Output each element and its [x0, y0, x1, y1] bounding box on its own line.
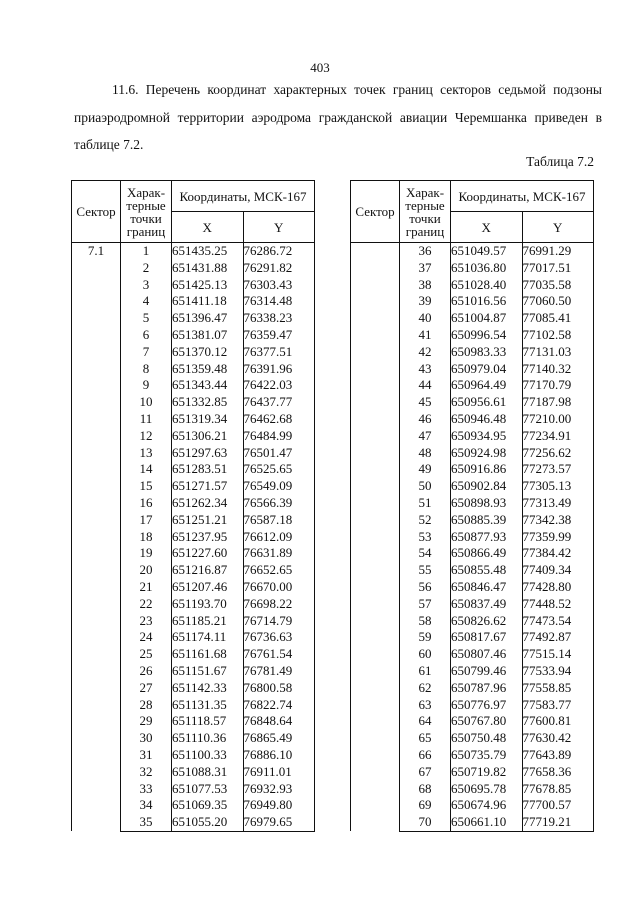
y-coordinate-cell: 76437.77 [243, 394, 315, 411]
y-coordinate-cell: 76848.64 [243, 713, 315, 730]
point-number-cell: 61 [400, 663, 451, 680]
point-number-cell: 30 [121, 730, 172, 747]
point-number-cell: 7 [121, 344, 172, 361]
x-coordinate-cell: 650826.62 [451, 613, 523, 630]
sector-header: Сектор [351, 181, 400, 243]
x-coordinate-cell: 650735.79 [451, 747, 523, 764]
point-number-cell: 44 [400, 377, 451, 394]
y-coordinate-cell: 77583.77 [522, 697, 594, 714]
point-number-cell: 8 [121, 361, 172, 378]
point-number-cell: 43 [400, 361, 451, 378]
table-caption: Таблица 7.2 [526, 154, 594, 169]
x-coordinate-cell: 651237.95 [172, 529, 244, 546]
y-coordinate-cell: 77131.03 [522, 344, 594, 361]
point-number-cell: 3 [121, 277, 172, 294]
y-coordinate-cell: 76501.47 [243, 445, 315, 462]
point-number-cell: 64 [400, 713, 451, 730]
point-number-cell: 13 [121, 445, 172, 462]
x-header: X [172, 212, 244, 243]
x-coordinate-cell: 651396.47 [172, 310, 244, 327]
x-coordinate-cell: 650902.84 [451, 478, 523, 495]
point-number-cell: 24 [121, 629, 172, 646]
point-number-cell: 40 [400, 310, 451, 327]
x-coordinate-cell: 651036.80 [451, 260, 523, 277]
y-coordinate-cell: 77102.58 [522, 327, 594, 344]
x-coordinate-cell: 651151.67 [172, 663, 244, 680]
x-coordinate-cell: 651435.25 [172, 243, 244, 260]
point-number-cell: 20 [121, 562, 172, 579]
point-number-cell: 12 [121, 428, 172, 445]
y-coordinate-cell: 76525.65 [243, 461, 315, 478]
x-coordinate-cell: 651142.33 [172, 680, 244, 697]
y-coordinate-cell: 77017.51 [522, 260, 594, 277]
x-coordinate-cell: 651370.12 [172, 344, 244, 361]
x-coordinate-cell: 651359.48 [172, 361, 244, 378]
point-number-cell: 50 [400, 478, 451, 495]
point-number-cell: 4 [121, 293, 172, 310]
y-coordinate-cell: 76612.09 [243, 529, 315, 546]
x-coordinate-cell: 650996.54 [451, 327, 523, 344]
y-coordinate-cell: 77719.21 [522, 814, 594, 831]
x-coordinate-cell: 651283.51 [172, 461, 244, 478]
table-row [72, 243, 315, 260]
y-coordinate-cell: 76484.99 [243, 428, 315, 445]
x-coordinate-cell: 650924.98 [451, 445, 523, 462]
coordinates-table-right [350, 180, 594, 832]
point-number-cell: 17 [121, 512, 172, 529]
y-coordinate-cell: 76911.01 [243, 764, 315, 781]
y-coordinate-cell: 76781.49 [243, 663, 315, 680]
point-number-cell: 36 [400, 243, 451, 260]
x-coordinate-cell: 651077.53 [172, 781, 244, 798]
point-number-cell: 35 [121, 814, 172, 831]
x-coordinate-cell: 651343.44 [172, 377, 244, 394]
x-coordinate-cell: 651161.68 [172, 646, 244, 663]
point-number-cell: 23 [121, 613, 172, 630]
y-coordinate-cell: 77256.62 [522, 445, 594, 462]
point-number-cell: 68 [400, 781, 451, 798]
y-coordinate-cell: 76359.47 [243, 327, 315, 344]
x-coordinate-cell: 650817.67 [451, 629, 523, 646]
x-coordinate-cell: 650934.95 [451, 428, 523, 445]
x-coordinate-cell: 651100.33 [172, 747, 244, 764]
y-coordinate-cell: 77384.42 [522, 545, 594, 562]
y-coordinate-cell: 76422.03 [243, 377, 315, 394]
coords-header: Координаты, МСК-167 [451, 181, 594, 212]
point-number-cell: 10 [121, 394, 172, 411]
y-coordinate-cell: 76391.96 [243, 361, 315, 378]
point-number-cell: 26 [121, 663, 172, 680]
point-number-cell: 51 [400, 495, 451, 512]
point-number-cell: 62 [400, 680, 451, 697]
point-number-cell: 53 [400, 529, 451, 546]
y-coordinate-cell: 77305.13 [522, 478, 594, 495]
point-number-cell: 16 [121, 495, 172, 512]
y-coordinate-cell: 76462.68 [243, 411, 315, 428]
y-coordinate-cell: 77448.52 [522, 596, 594, 613]
x-coordinate-cell: 651118.57 [172, 713, 244, 730]
point-number-cell: 63 [400, 697, 451, 714]
x-coordinate-cell: 651306.21 [172, 428, 244, 445]
page-number: 403 [310, 60, 330, 75]
point-number-cell: 14 [121, 461, 172, 478]
point-number-cell: 46 [400, 411, 451, 428]
point-number-cell: 58 [400, 613, 451, 630]
x-coordinate-cell: 650837.49 [451, 596, 523, 613]
y-coordinate-cell: 76291.82 [243, 260, 315, 277]
point-number-cell: 11 [121, 411, 172, 428]
point-number-cell: 65 [400, 730, 451, 747]
point-number-cell: 38 [400, 277, 451, 294]
y-coordinate-cell: 76932.93 [243, 781, 315, 798]
point-number-cell: 33 [121, 781, 172, 798]
y-header: Y [522, 212, 594, 243]
x-coordinate-cell: 651004.87 [451, 310, 523, 327]
point-number-cell: 34 [121, 797, 172, 814]
x-coordinate-cell: 650898.93 [451, 495, 523, 512]
x-coordinate-cell: 651319.34 [172, 411, 244, 428]
y-coordinate-cell: 76991.29 [522, 243, 594, 260]
y-coordinate-cell: 76566.39 [243, 495, 315, 512]
point-number-cell: 54 [400, 545, 451, 562]
x-coordinate-cell: 651332.85 [172, 394, 244, 411]
x-coordinate-cell: 651055.20 [172, 814, 244, 831]
y-coordinate-cell: 77409.34 [522, 562, 594, 579]
point-number-cell: 22 [121, 596, 172, 613]
x-coordinate-cell: 651251.21 [172, 512, 244, 529]
x-coordinate-cell: 651271.57 [172, 478, 244, 495]
point-number-cell: 56 [400, 579, 451, 596]
point-number-cell: 15 [121, 478, 172, 495]
y-coordinate-cell: 77060.50 [522, 293, 594, 310]
y-coordinate-cell: 77630.42 [522, 730, 594, 747]
y-coordinate-cell: 76949.80 [243, 797, 315, 814]
y-coordinate-cell: 77359.99 [522, 529, 594, 546]
x-coordinate-cell: 650877.93 [451, 529, 523, 546]
x-coordinate-cell: 650674.96 [451, 797, 523, 814]
y-coordinate-cell: 77473.54 [522, 613, 594, 630]
x-coordinate-cell: 651016.56 [451, 293, 523, 310]
y-coordinate-cell: 77492.87 [522, 629, 594, 646]
y-coordinate-cell: 76714.79 [243, 613, 315, 630]
point-number-cell: 59 [400, 629, 451, 646]
y-coordinate-cell: 77533.94 [522, 663, 594, 680]
x-coordinate-cell: 651088.31 [172, 764, 244, 781]
x-coordinate-cell: 650855.48 [451, 562, 523, 579]
table-row [351, 243, 594, 260]
y-coordinate-cell: 76822.74 [243, 697, 315, 714]
x-coordinate-cell: 650983.33 [451, 344, 523, 361]
y-coordinate-cell: 76670.00 [243, 579, 315, 596]
y-coordinate-cell: 77187.98 [522, 394, 594, 411]
point-number-cell: 45 [400, 394, 451, 411]
intro-paragraph: 11.6. Перечень координат характерных точек границ секторов седьмой подзоны приаэродромной территории аэродрома гражданской авиации Черемшанка приведен в таблице 7.2. [74, 82, 602, 152]
point-header: Харак-терные точки границ [400, 181, 451, 243]
x-coordinate-cell: 651216.87 [172, 562, 244, 579]
point-number-cell: 69 [400, 797, 451, 814]
x-coordinate-cell: 650964.49 [451, 377, 523, 394]
y-coordinate-cell: 77515.14 [522, 646, 594, 663]
x-coordinate-cell: 651425.13 [172, 277, 244, 294]
x-coordinate-cell: 650846.47 [451, 579, 523, 596]
point-number-cell: 60 [400, 646, 451, 663]
point-number-cell: 39 [400, 293, 451, 310]
x-coordinate-cell: 650956.61 [451, 394, 523, 411]
point-number-cell: 67 [400, 764, 451, 781]
sector-cell [351, 243, 400, 832]
point-number-cell: 28 [121, 697, 172, 714]
y-coordinate-cell: 76698.22 [243, 596, 315, 613]
x-coordinate-cell: 651411.18 [172, 293, 244, 310]
y-coordinate-cell: 77658.36 [522, 764, 594, 781]
y-coordinate-cell: 76314.48 [243, 293, 315, 310]
point-number-cell: 66 [400, 747, 451, 764]
x-coordinate-cell: 651049.57 [451, 243, 523, 260]
y-coordinate-cell: 77273.57 [522, 461, 594, 478]
x-coordinate-cell: 651207.46 [172, 579, 244, 596]
point-number-cell: 70 [400, 814, 451, 831]
point-number-cell: 37 [400, 260, 451, 277]
x-coordinate-cell: 651185.21 [172, 613, 244, 630]
y-coordinate-cell: 77600.81 [522, 713, 594, 730]
point-number-cell: 42 [400, 344, 451, 361]
y-coordinate-cell: 76979.65 [243, 814, 315, 831]
point-number-cell: 52 [400, 512, 451, 529]
y-coordinate-cell: 77234.91 [522, 428, 594, 445]
y-coordinate-cell: 76631.89 [243, 545, 315, 562]
y-coordinate-cell: 76652.65 [243, 562, 315, 579]
x-coordinate-cell: 650750.48 [451, 730, 523, 747]
x-coordinate-cell: 650866.49 [451, 545, 523, 562]
y-coordinate-cell: 77085.41 [522, 310, 594, 327]
x-coordinate-cell: 650661.10 [451, 814, 523, 831]
x-coordinate-cell: 651262.34 [172, 495, 244, 512]
point-header: Харак-терные точки границ [121, 181, 172, 243]
x-coordinate-cell: 651381.07 [172, 327, 244, 344]
y-header: Y [243, 212, 315, 243]
y-coordinate-cell: 76338.23 [243, 310, 315, 327]
y-coordinate-cell: 77210.00 [522, 411, 594, 428]
point-number-cell: 21 [121, 579, 172, 596]
point-number-cell: 25 [121, 646, 172, 663]
y-coordinate-cell: 76800.58 [243, 680, 315, 697]
y-coordinate-cell: 76761.54 [243, 646, 315, 663]
y-coordinate-cell: 76549.09 [243, 478, 315, 495]
y-coordinate-cell: 77140.32 [522, 361, 594, 378]
y-coordinate-cell: 77035.58 [522, 277, 594, 294]
x-coordinate-cell: 651069.35 [172, 797, 244, 814]
y-coordinate-cell: 77428.80 [522, 579, 594, 596]
point-number-cell: 41 [400, 327, 451, 344]
x-coordinate-cell: 651431.88 [172, 260, 244, 277]
point-number-cell: 31 [121, 747, 172, 764]
x-header: X [451, 212, 523, 243]
point-number-cell: 9 [121, 377, 172, 394]
sector-cell: 7.1 [72, 243, 121, 832]
y-coordinate-cell: 77170.79 [522, 377, 594, 394]
y-coordinate-cell: 76587.18 [243, 512, 315, 529]
y-coordinate-cell: 76886.10 [243, 747, 315, 764]
point-number-cell: 27 [121, 680, 172, 697]
x-coordinate-cell: 651297.63 [172, 445, 244, 462]
point-number-cell: 32 [121, 764, 172, 781]
x-coordinate-cell: 651193.70 [172, 596, 244, 613]
y-coordinate-cell: 77313.49 [522, 495, 594, 512]
x-coordinate-cell: 650695.78 [451, 781, 523, 798]
x-coordinate-cell: 651110.36 [172, 730, 244, 747]
point-number-cell: 19 [121, 545, 172, 562]
point-number-cell: 5 [121, 310, 172, 327]
point-number-cell: 48 [400, 445, 451, 462]
y-coordinate-cell: 76303.43 [243, 277, 315, 294]
y-coordinate-cell: 77678.85 [522, 781, 594, 798]
y-coordinate-cell: 76865.49 [243, 730, 315, 747]
point-number-cell: 6 [121, 327, 172, 344]
coords-header: Координаты, МСК-167 [172, 181, 315, 212]
y-coordinate-cell: 77643.89 [522, 747, 594, 764]
y-coordinate-cell: 77700.57 [522, 797, 594, 814]
x-coordinate-cell: 650719.82 [451, 764, 523, 781]
x-coordinate-cell: 650979.04 [451, 361, 523, 378]
point-number-cell: 29 [121, 713, 172, 730]
x-coordinate-cell: 650946.48 [451, 411, 523, 428]
point-number-cell: 55 [400, 562, 451, 579]
x-coordinate-cell: 650767.80 [451, 713, 523, 730]
y-coordinate-cell: 77558.85 [522, 680, 594, 697]
y-coordinate-cell: 77342.38 [522, 512, 594, 529]
point-number-cell: 47 [400, 428, 451, 445]
point-number-cell: 1 [121, 243, 172, 260]
y-coordinate-cell: 76286.72 [243, 243, 315, 260]
x-coordinate-cell: 650807.46 [451, 646, 523, 663]
point-number-cell: 57 [400, 596, 451, 613]
coordinates-table-left [71, 180, 315, 832]
x-coordinate-cell: 651131.35 [172, 697, 244, 714]
sector-header: Сектор [72, 181, 121, 243]
x-coordinate-cell: 650799.46 [451, 663, 523, 680]
x-coordinate-cell: 650776.97 [451, 697, 523, 714]
point-number-cell: 18 [121, 529, 172, 546]
x-coordinate-cell: 651174.11 [172, 629, 244, 646]
x-coordinate-cell: 650916.86 [451, 461, 523, 478]
x-coordinate-cell: 651028.40 [451, 277, 523, 294]
x-coordinate-cell: 651227.60 [172, 545, 244, 562]
point-number-cell: 49 [400, 461, 451, 478]
y-coordinate-cell: 76736.63 [243, 629, 315, 646]
point-number-cell: 2 [121, 260, 172, 277]
x-coordinate-cell: 650787.96 [451, 680, 523, 697]
y-coordinate-cell: 76377.51 [243, 344, 315, 361]
x-coordinate-cell: 650885.39 [451, 512, 523, 529]
